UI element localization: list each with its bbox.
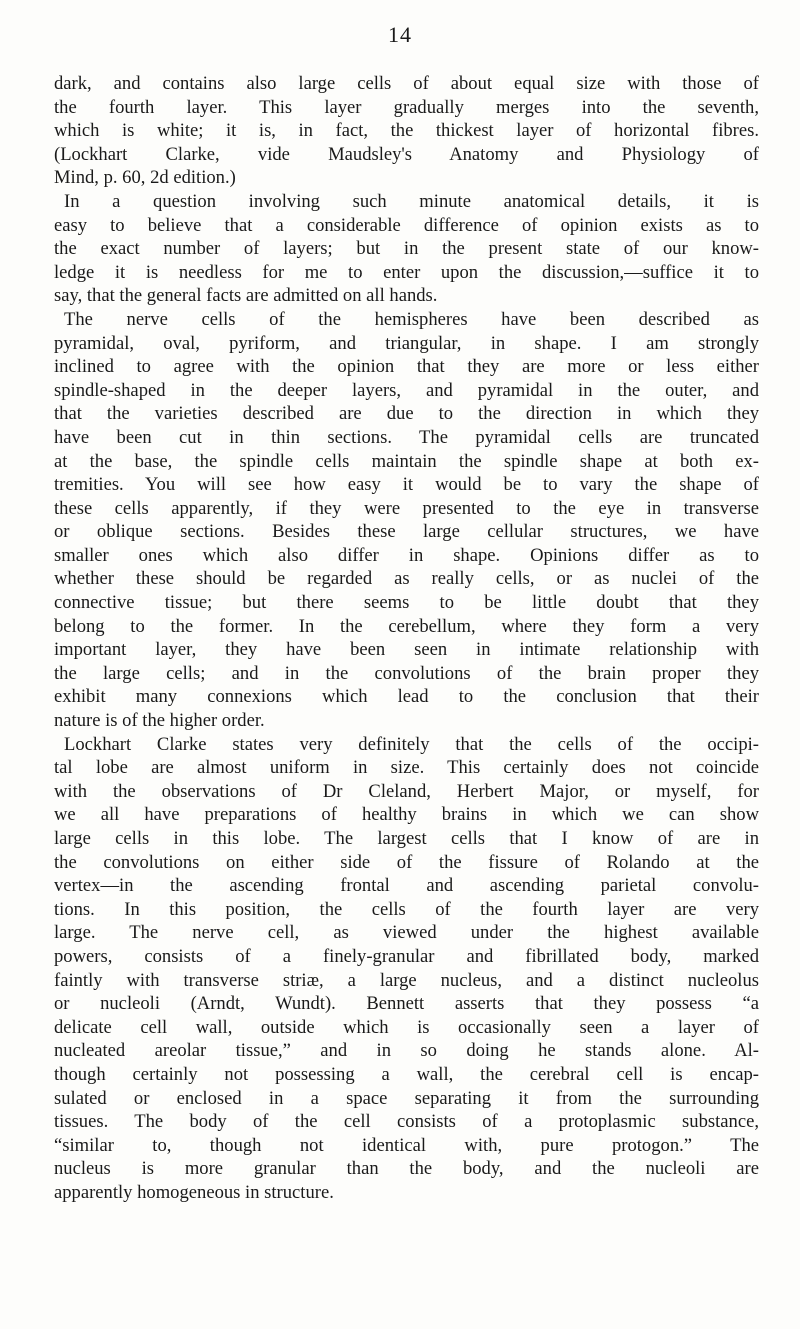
text-line: sulated or enclosed in a space separating it from the surrounding	[54, 1087, 759, 1109]
text-line: these cells apparently, if they were presented to the eye in transverse	[54, 497, 759, 519]
text-line: (Lockhart Clarke, vide Maudsley's Anatomy and Physiology of	[54, 143, 759, 165]
text-line: we all have preparations of healthy brains in which we can show	[54, 804, 759, 826]
body-text	[54, 72, 759, 1205]
text-line: inclined to agree with the opinion that they are more or less either	[54, 356, 759, 378]
text-line: tissues. The body of the cell consists of a protoplasmic substance,	[54, 1111, 759, 1133]
text-line: pyramidal, oval, pyriform, and triangular, in shape. I am strongly	[54, 332, 759, 354]
text-line: at the base, the spindle cells maintain the spindle shape at both ex-	[54, 450, 759, 472]
text-line: large cells in this lobe. The largest cells that I know of are in	[54, 828, 759, 849]
page-number: 14	[388, 22, 412, 47]
text-line: nucleus is more granular than the body, and the nucleoli are	[54, 1158, 759, 1180]
text-line: delicate cell wall, outside which is occasionally seen a layer of	[54, 1016, 759, 1038]
text-line: the fourth layer. This layer gradually merges into the seventh,	[54, 96, 759, 118]
text-line: ledge it is needless for me to enter upon the discussion,—suffice it to	[54, 261, 759, 283]
text-line: with the observations of Dr Cleland, Herbert Major, or myself, for	[54, 780, 759, 802]
text-line: have been cut in thin sections. The pyramidal cells are truncated	[54, 426, 759, 448]
text-line: tal lobe are almost uniform in size. This certainly does not coincide	[54, 757, 759, 779]
text-line: nucleated areolar tissue,” and in so doing he stands alone. Al-	[54, 1040, 759, 1062]
text-line: that the varieties described are due to the direction in which they	[54, 403, 759, 425]
text-line: The nerve cells of the hemispheres have been described as	[64, 308, 759, 330]
text-line: connective tissue; but there seems to be little doubt that they	[54, 592, 759, 614]
text-line: large. The nerve cell, as viewed under the highest available	[54, 922, 759, 944]
text-line: nature is of the higher order.	[54, 710, 265, 732]
text-line: tremities. You will see how easy it would be to vary the shape of	[54, 474, 759, 496]
text-line: exhibit many connexions which lead to the conclusion that their	[54, 686, 759, 708]
text-line: “similar to, though not identical with, pure protogon.” The	[54, 1134, 759, 1156]
text-line: faintly with transverse striæ, a large nucleus, and a distinct nucleolus	[54, 969, 759, 991]
text-line: easy to believe that a considerable difference of opinion exists as to	[54, 214, 759, 236]
text-line: the large cells; and in the convolutions of the brain proper they	[54, 662, 759, 684]
text-line: vertex—in the ascending frontal and ascending parietal convolu-	[54, 875, 759, 897]
text-line: Lockhart Clarke states very definitely that the cells of the occipi-	[64, 733, 759, 755]
text-line: though certainly not possessing a wall, the cerebral cell is encap-	[54, 1063, 759, 1085]
text-line: which is white; it is, in fact, the thickest layer of horizontal fibres.	[54, 120, 759, 142]
text-line: powers, consists of a finely-granular and fibrillated body, marked	[54, 945, 759, 967]
text-line: the exact number of layers; but in the present state of our know-	[54, 238, 759, 260]
text-line: the convolutions on either side of the fissure of Rolando at the	[54, 851, 759, 873]
text-line: smaller ones which also differ in shape. Opinions differ as to	[54, 544, 759, 566]
text-line: In a question involving such minute anatomical details, it is	[64, 190, 759, 212]
text-line: or oblique sections. Besides these large cellular structures, we have	[54, 521, 759, 543]
text-line: or nucleoli (Arndt, Wundt). Bennett asserts that they possess “a	[54, 993, 759, 1015]
text-line: dark, and contains also large cells of about equal size with those of	[54, 73, 759, 94]
text-line: Mind, p. 60, 2d edition.)	[54, 167, 236, 189]
text-line: tions. In this position, the cells of the fourth layer are very	[54, 898, 759, 920]
text-line: whether these should be regarded as really cells, or as nuclei of the	[54, 568, 759, 590]
text-line: say, that the general facts are admitted on all hands.	[54, 285, 438, 307]
text-line: important layer, they have been seen in intimate relationship with	[54, 639, 759, 661]
text-line: apparently homogeneous in structure.	[54, 1181, 334, 1203]
text-line: belong to the former. In the cerebellum, where they form a very	[54, 615, 759, 637]
text-line: spindle-shaped in the deeper layers, and pyramidal in the outer, and	[54, 379, 759, 401]
